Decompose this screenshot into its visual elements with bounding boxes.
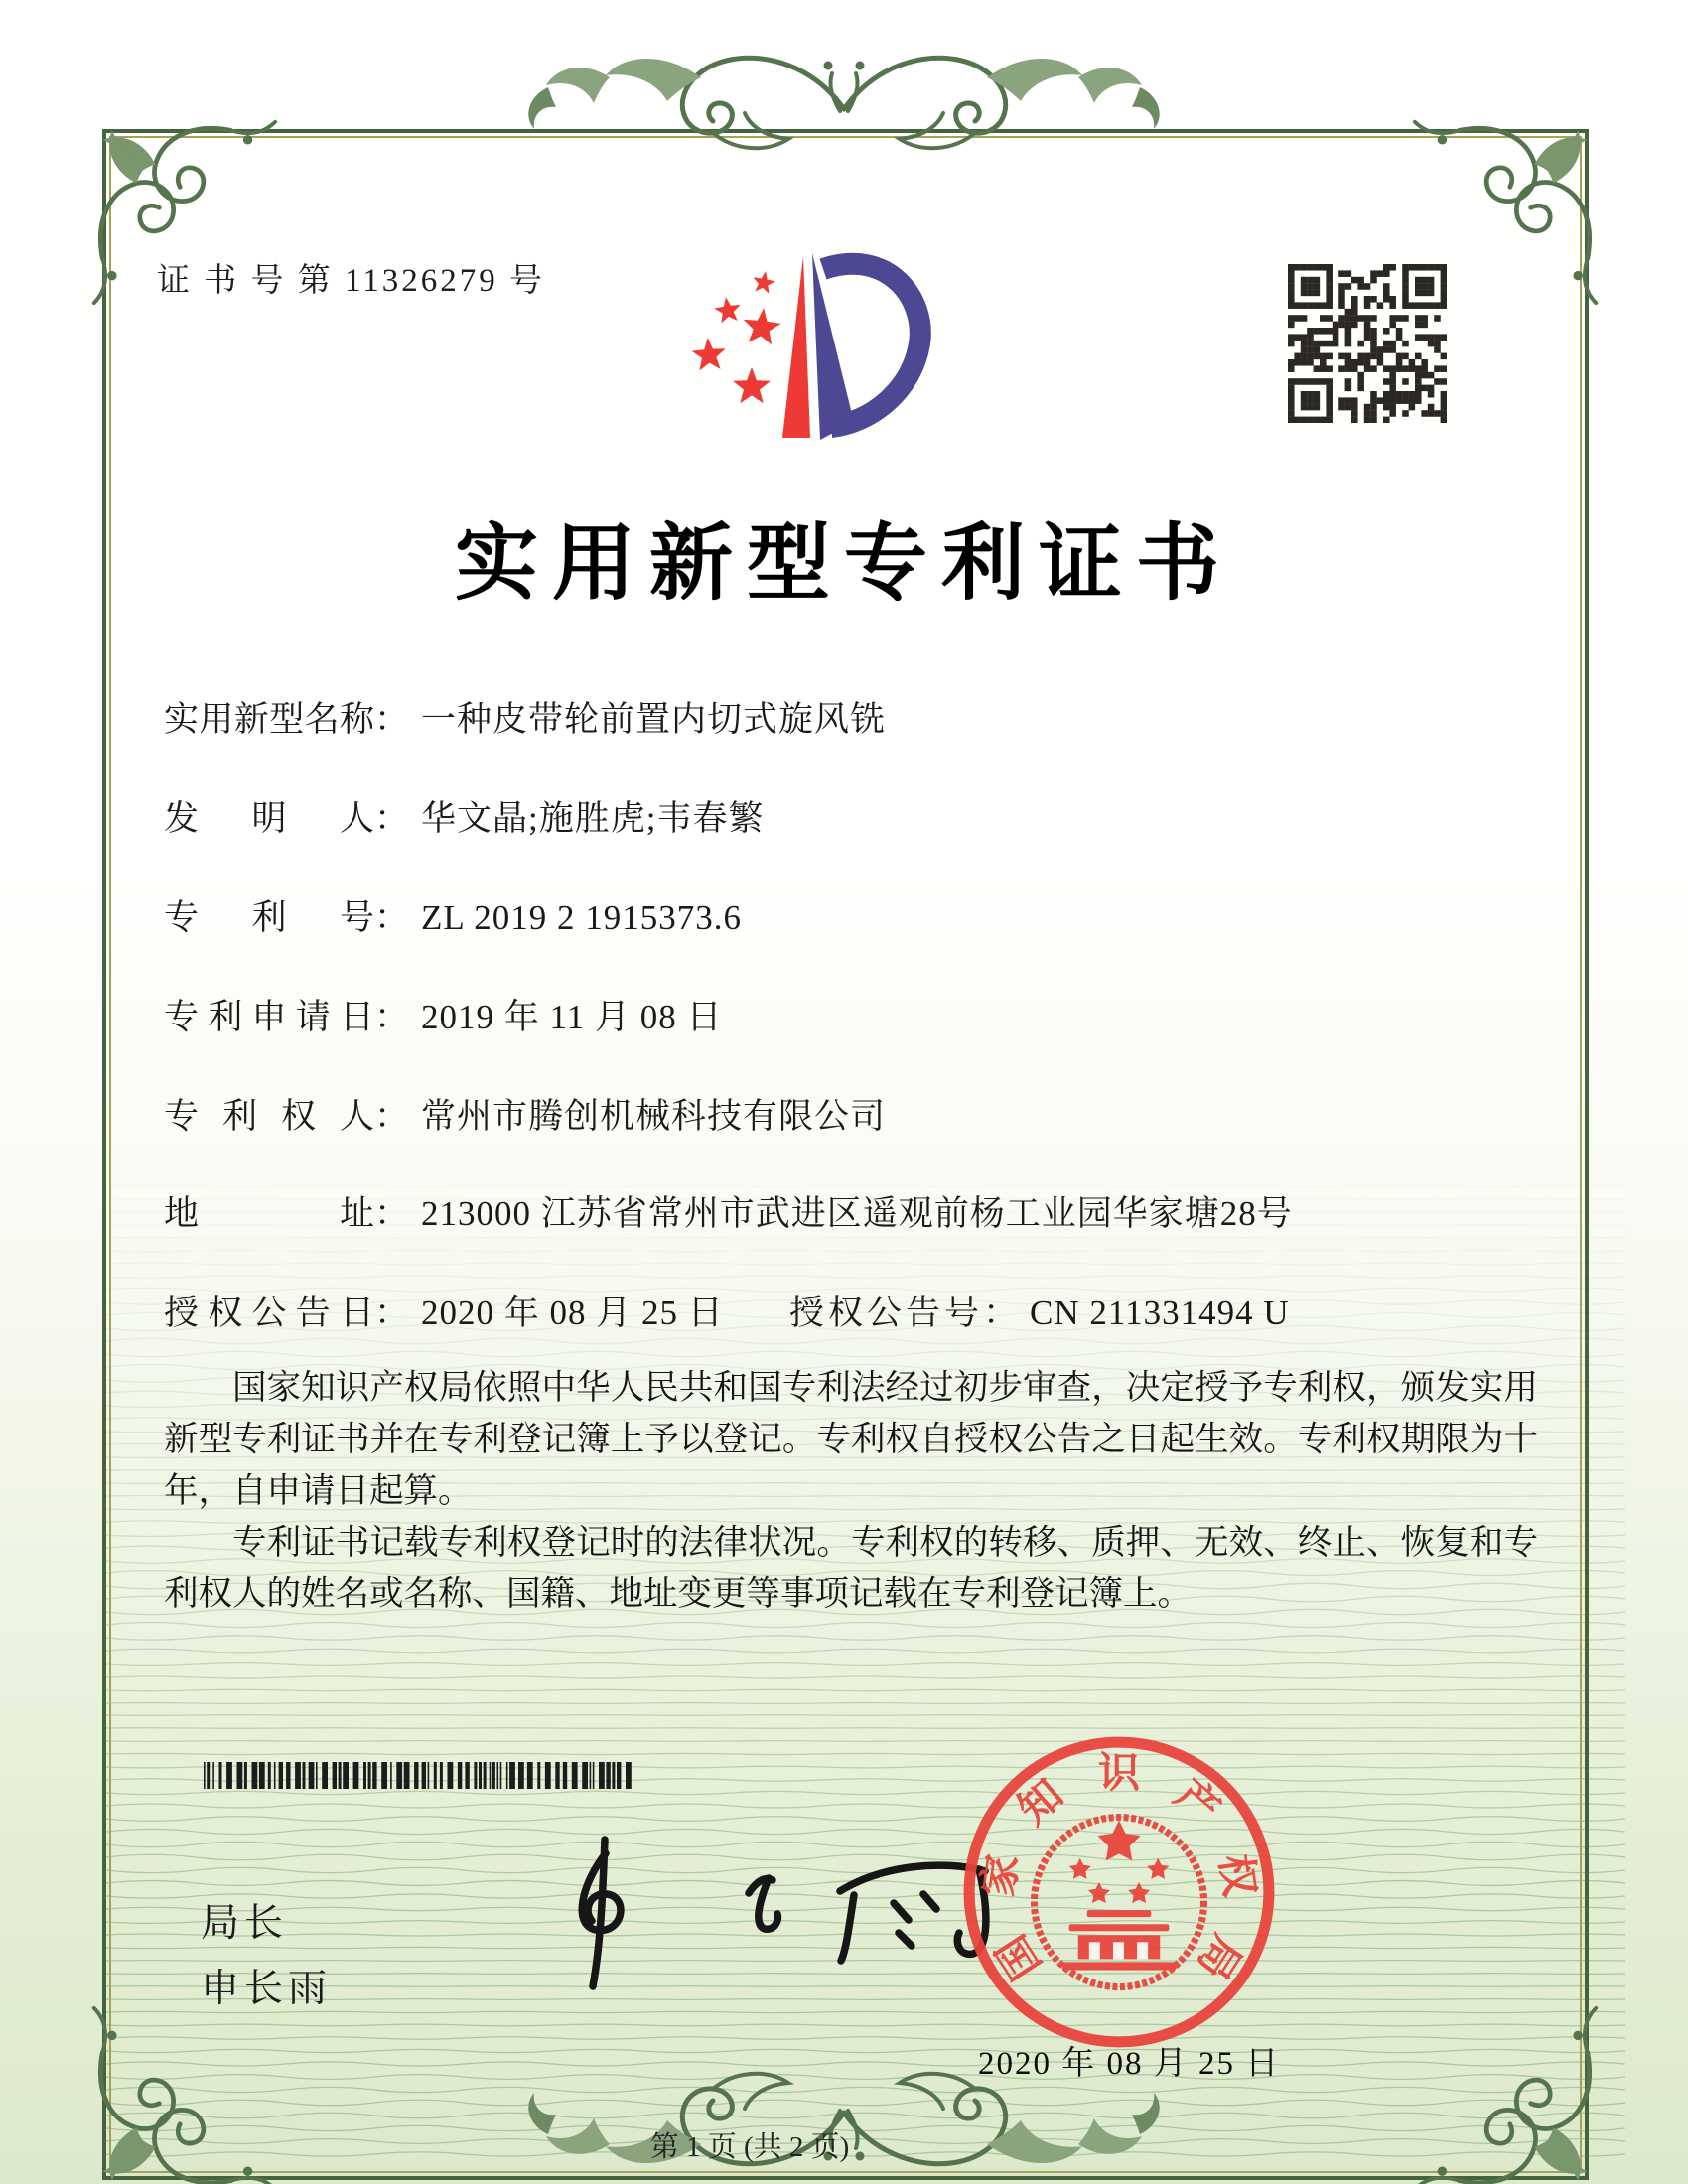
utility-model-name-value: 一种皮带轮前置内切式旋风铣 (421, 700, 887, 739)
official-seal-icon (949, 1722, 1289, 2062)
field-label: 发明人 (164, 799, 374, 838)
field-label: 授权公告日 (164, 1294, 374, 1332)
grant-number-pair: 授权公告号 ： CN 211331494 U (789, 1291, 1290, 1336)
qr-code (1288, 264, 1447, 423)
field-row-grant: 授权公告日 ： 2020 年 08 月 25 日 授权公告号 ： CN 211331494 U (164, 1291, 1554, 1336)
body-paragraph-1: 国家知识产权局依照中华人民共和国专利法经过初步审查，决定授予专利权，颁发实用新型专利证书并在专利登记簿上予以登记。专利权自授权公告之日起生效。专利权期限为十年，自申请日起算。 (164, 1369, 1538, 1510)
certificate-number: 证 书 号 第 11326279 号 (157, 263, 546, 299)
grant-date-value: 2020 年 08 月 25 日 (421, 1294, 724, 1332)
commissioner-title: 局长 (201, 1902, 289, 1945)
seal-date: 2020 年 08 月 25 日 (978, 2046, 1281, 2082)
field-row-filing-date: 专利申请日 ： 2019 年 11 月 08 日 (164, 995, 1554, 1040)
patent-number-value: ZL 2019 2 1915373.6 (421, 898, 742, 937)
field-row-utility-model-name: 实用新型名称 ： 一种皮带轮前置内切式旋风铣 (164, 697, 1554, 743)
field-label: 专利申请日 (164, 998, 374, 1036)
commissioner-signature (544, 1832, 1011, 1995)
svg-text:产: 产 (1166, 1771, 1228, 1835)
field-label: 地址 (164, 1194, 374, 1233)
cnipa-logo-icon (683, 241, 933, 460)
address-value: 213000 江苏省常州市武进区遥观前杨工业园华家塘28号 (421, 1194, 1293, 1233)
commissioner-name: 申长雨 (201, 1968, 333, 2010)
svg-text:识: 识 (1097, 1749, 1141, 1797)
field-label: 实用新型名称 (164, 700, 374, 739)
grant-number-value: CN 211331494 U (1030, 1294, 1290, 1332)
legal-body-text (164, 1362, 1538, 1620)
certificate-title: 实用新型专利证书 (454, 518, 1233, 611)
filing-date-value: 2019 年 11 月 08 日 (421, 998, 723, 1036)
floral-top-center-icon (506, 32, 1182, 181)
body-paragraph-2: 专利证书记载专利权登记时的法律状况。专利权的转移、质押、无效、终止、恢复和专利权人的姓名或名称、国籍、地址变更等事项记载在专利登记簿上。 (164, 1524, 1538, 1613)
svg-text:知: 知 (1010, 1771, 1072, 1835)
svg-text:局: 局 (1188, 1926, 1250, 1987)
field-row-patentee: 专利权人 ： 常州市腾创机械科技有限公司 (164, 1094, 1554, 1140)
svg-text:国: 国 (988, 1926, 1051, 1987)
inventors-value: 华文晶;施胜虎;韦春繁 (421, 799, 765, 838)
field-label: 授权公告号 (789, 1294, 984, 1332)
patentee-value: 常州市腾创机械科技有限公司 (421, 1097, 887, 1136)
field-row-patent-number: 专利号 ： ZL 2019 2 1915373.6 (164, 895, 1554, 941)
field-label: 专利权人 (164, 1097, 374, 1136)
svg-text:家: 家 (975, 1851, 1028, 1900)
floral-corner-bottom-right-icon (1412, 2005, 1601, 2184)
floral-corner-bottom-left-icon (89, 2005, 278, 2184)
svg-text:权: 权 (1210, 1851, 1263, 1900)
page-footer: 第 1 页 (共 2 页) (649, 2131, 850, 2163)
field-label: 专利号 (164, 898, 374, 937)
field-row-inventors: 发明人 ： 华文晶;施胜虎;韦春繁 (164, 796, 1554, 842)
barcode (204, 1762, 633, 1789)
field-row-address: 地址 ： 213000 江苏省常州市武进区遥观前杨工业园华家塘28号 (164, 1191, 1554, 1237)
